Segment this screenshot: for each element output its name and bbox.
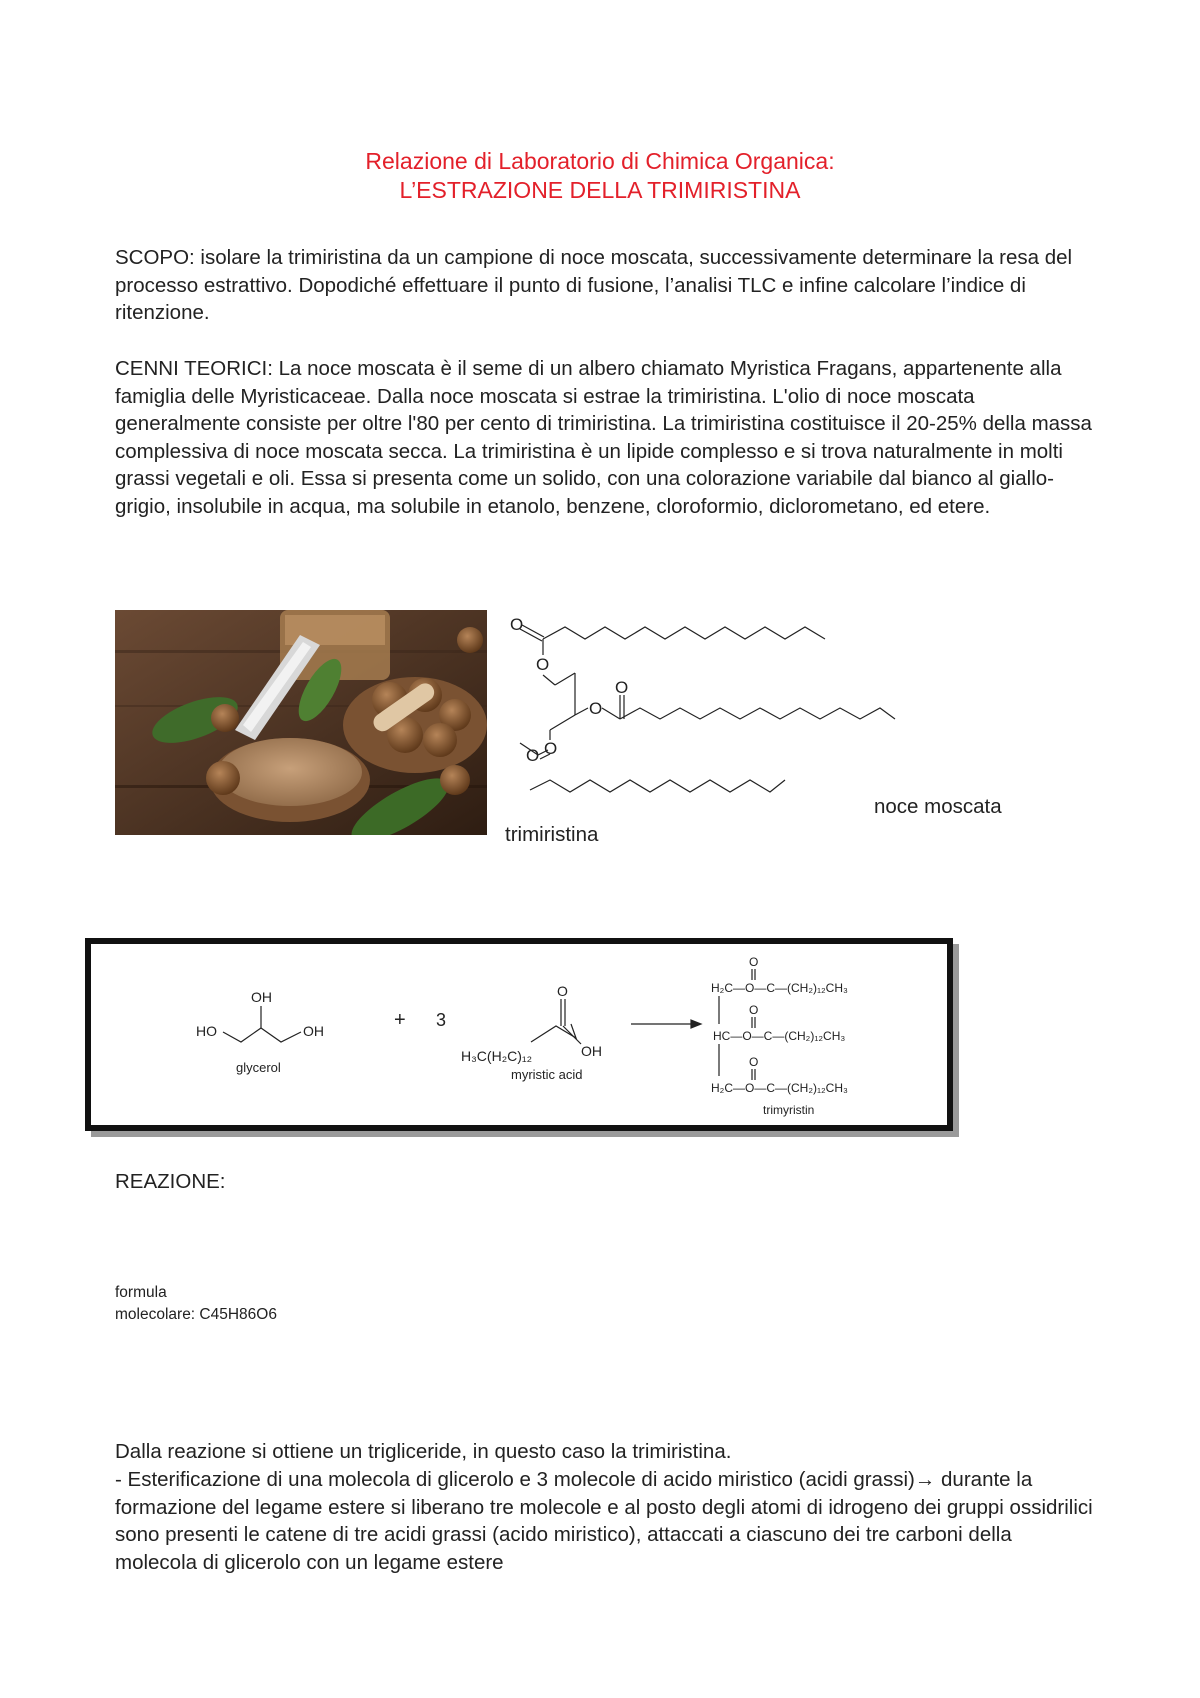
stoich-coefficient: 3 — [436, 1010, 447, 1030]
plus-sign: + — [394, 1009, 406, 1031]
reaction-scheme-box — [85, 938, 953, 1131]
caption-trimiristina: trimiristina — [505, 823, 599, 846]
prod-row3: H₂C—O—C—(CH₂)₁₂CH₃ — [711, 1081, 848, 1095]
reazione-label: REAZIONE: — [115, 1170, 226, 1193]
prod-row1: H₂C—O—C—(CH₂)₁₂CH₃ — [711, 981, 848, 995]
formula-line1: formula — [115, 1284, 167, 1301]
atom-label: O — [536, 655, 550, 674]
prod-label: trimyristin — [763, 1103, 815, 1117]
nutmeg-photo — [115, 610, 487, 835]
atom-label: O — [589, 699, 603, 718]
atom-label: O — [615, 678, 629, 697]
cenni-teorici-paragraph: CENNI TEORICI: La noce moscata è il seme di un albero chiamato Myristica Fragans, appartenente alla famiglia delle Myristicaceae. Dalla noce moscata si estrae la trimiristina. L'olio di noce moscata generalmente consiste per oltre l'80 per cento di trimiristina. La trimiristina costituisce il 20-25% della massa complessiva di noce moscata secca. La trimiristina è un lipide complesso e si trova naturalmente in molti grassi vegetali e oli. Essa si presenta come un solido, con una colorazione variabile dal bianco al giallo-grigio, insolubile in acqua, ma solubile in etanolo, benzene, cloroformio, diclorometano, ed etere. — [115, 357, 1092, 518]
report-title-line1: Relazione di Laboratorio di Chimica Organica: — [365, 148, 835, 174]
acid-formula: H₃C(H₂C)₁₂ — [461, 1048, 533, 1064]
acid-o: O — [557, 983, 568, 999]
prod-o-mid: O — [749, 1003, 759, 1017]
acid-oh: OH — [581, 1043, 602, 1059]
conclusion-paragraph: - Esterificazione di una molecola di glicerolo e 3 molecole di acido miristico (acidi grassi)→ durante la formazione del legame estere si liberano tre molecole e al posto degli atomi di idrogeno dei gruppi ossidrilici sono presenti le catene di tre acidi grassi (acido miristico), attaccati a ciascuno dei tre carboni della molecola di glicerolo con un legame estere — [115, 1468, 1093, 1574]
formula-line2: molecolare: C45H86O6 — [115, 1306, 277, 1323]
glycerol-oh-top: OH — [251, 989, 272, 1005]
prod-row2: HC—O—C—(CH₂)₁₂CH₃ — [713, 1029, 846, 1043]
glycerol-ho: HO — [196, 1023, 217, 1039]
atom-label: O — [526, 746, 540, 765]
glycerol-oh-right: OH — [303, 1023, 324, 1039]
report-title-line2: L’ESTRAZIONE DELLA TRIMIRISTINA — [399, 177, 801, 203]
caption-noce-moscata: noce moscata — [874, 795, 1002, 818]
atom-label: O — [544, 739, 558, 758]
atom-label: O — [510, 615, 524, 634]
conclusion-line1: Dalla reazione si ottiene un trigliceride, in questo caso la trimiristina. — [115, 1440, 732, 1463]
glycerol-label: glycerol — [236, 1060, 281, 1075]
prod-o-top: O — [749, 955, 759, 969]
acid-label: myristic acid — [511, 1067, 583, 1082]
scopo-paragraph: SCOPO: isolare la trimiristina da un campione di noce moscata, successivamente determinare la resa del processo estrattivo. Dopodiché effettuare il punto di fusione, l’analisi TLC e infine calcolare l’indice di ritenzione. — [115, 246, 1073, 324]
prod-o-bot: O — [749, 1055, 759, 1069]
trimyristin-structure — [510, 615, 970, 815]
